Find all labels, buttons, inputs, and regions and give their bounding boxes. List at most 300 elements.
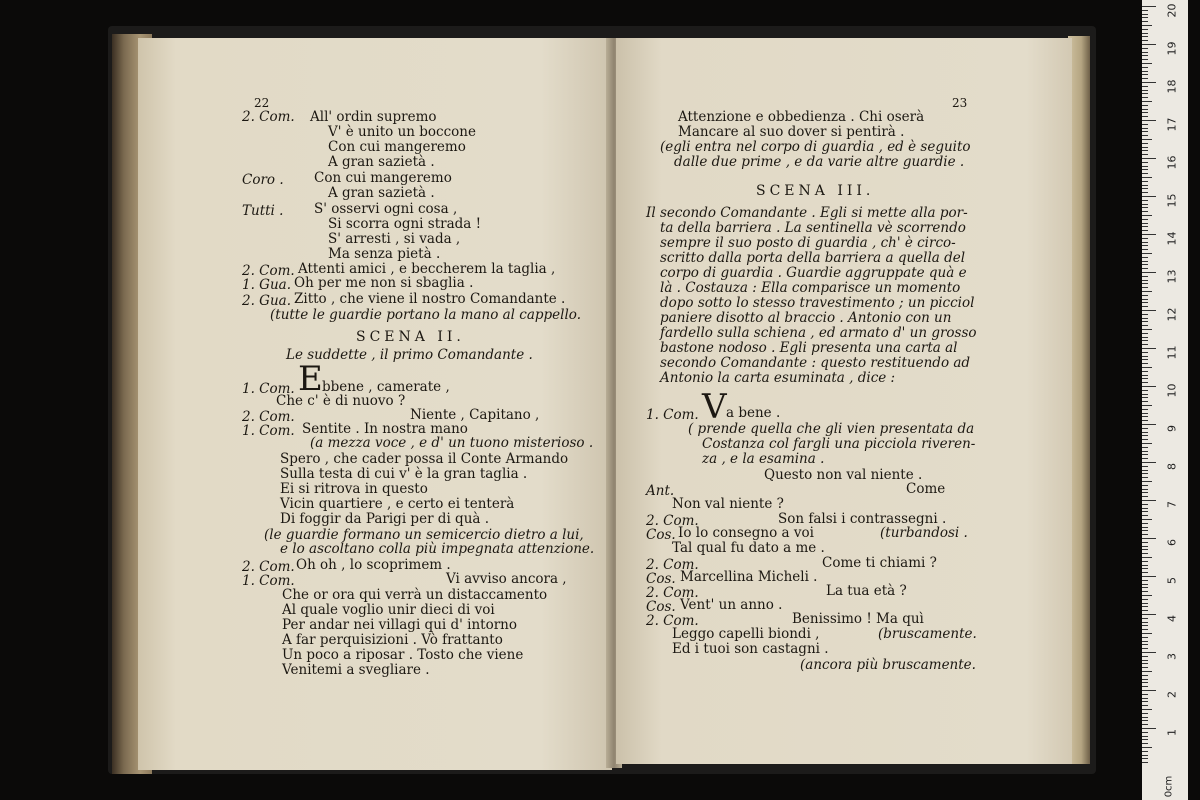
ruler-tick bbox=[1142, 538, 1156, 539]
ruler-tick bbox=[1142, 371, 1148, 372]
verse-line: Si scorra ogni strada ! bbox=[328, 216, 482, 232]
ruler-tick bbox=[1142, 124, 1148, 125]
scene-description-line: sempre il suo posto di guardia , ch' è circo- bbox=[660, 235, 956, 251]
ruler-tick bbox=[1142, 375, 1148, 376]
stage-direction: (egli entra nel corpo di guardia , ed è seguito bbox=[660, 139, 971, 155]
speaker: 2. Com. bbox=[242, 109, 295, 125]
ruler-tick bbox=[1142, 234, 1156, 235]
verse-line: Vent' un anno . bbox=[680, 597, 783, 613]
verse-line: Come ti chiami ? bbox=[822, 555, 937, 571]
ruler-tick bbox=[1142, 606, 1148, 607]
verse-line: S' arresti , si vada , bbox=[328, 231, 461, 247]
ruler-tick bbox=[1142, 295, 1148, 296]
ruler-tick bbox=[1142, 139, 1152, 140]
verse-line: Oh oh , lo scoprimem . bbox=[296, 557, 451, 573]
ruler-tick bbox=[1142, 59, 1148, 60]
stage-direction: (tutte le guardie portano la mano al cappello. bbox=[270, 307, 581, 323]
speaker: 1. Com. bbox=[242, 381, 295, 397]
ruler-cm-label: 6 bbox=[1165, 539, 1179, 546]
ruler-tick bbox=[1142, 432, 1148, 433]
speaker: 1. Com. bbox=[242, 573, 295, 589]
verse-line: Al quale voglio unir dieci di voi bbox=[282, 602, 495, 618]
speaker: 1. Com. bbox=[646, 407, 699, 423]
ruler-cm-label: 5 bbox=[1165, 577, 1179, 584]
ruler-tick bbox=[1142, 314, 1148, 315]
ruler-tick bbox=[1142, 762, 1148, 763]
ruler-tick bbox=[1142, 663, 1148, 664]
verse-line: Niente , Capitano , bbox=[410, 407, 540, 423]
ruler-cm-label: 15 bbox=[1165, 193, 1179, 208]
ruler-tick bbox=[1142, 625, 1148, 626]
scene-description-line: Il secondo Comandante . Egli si mette alla por- bbox=[646, 205, 968, 221]
ruler-cm-label: 8 bbox=[1165, 463, 1179, 470]
ruler-tick bbox=[1142, 401, 1148, 402]
scene-description-line: là . Costauza : Ella comparisce un momento bbox=[660, 280, 961, 296]
ruler-tick bbox=[1142, 268, 1148, 269]
speaker: 2. Com. bbox=[242, 559, 295, 575]
verse-line: Oh per me non si sbaglia . bbox=[294, 275, 474, 291]
ruler-cm-label: 1 bbox=[1165, 729, 1179, 736]
ruler-tick bbox=[1142, 310, 1156, 311]
ruler-tick bbox=[1142, 758, 1148, 759]
stage-direction: (le guardie formano un semicercio dietro a lui, bbox=[264, 527, 584, 543]
stage-direction: (turbandosi . bbox=[880, 525, 968, 541]
ruler-tick bbox=[1142, 682, 1148, 683]
ruler-tick bbox=[1142, 242, 1148, 243]
verse-line: Un poco a riposar . Tosto che viene bbox=[282, 647, 524, 663]
ruler-tick bbox=[1142, 14, 1148, 15]
ruler-tick bbox=[1142, 458, 1148, 459]
scene-description-line: ta della barriera . La sentinella vè scorrendo bbox=[660, 220, 966, 236]
ruler-tick bbox=[1142, 90, 1148, 91]
verse-line: Zitto , che viene il nostro Comandante . bbox=[294, 291, 566, 307]
verse-line: Io lo consegno a voi bbox=[678, 525, 814, 541]
speaker: 2. Com. bbox=[646, 585, 699, 601]
ruler-tick bbox=[1142, 154, 1148, 155]
ruler-tick bbox=[1142, 340, 1148, 341]
ruler-tick bbox=[1142, 283, 1148, 284]
drop-cap: V bbox=[702, 387, 727, 427]
ruler-tick bbox=[1142, 150, 1148, 151]
ruler-tick bbox=[1142, 44, 1156, 45]
speaker: 2. Gua. bbox=[242, 293, 291, 309]
verse-line: Di foggir da Parigi per di quà . bbox=[280, 511, 490, 527]
verse-line: A far perquisizioni . Vò frattanto bbox=[282, 632, 503, 648]
ruler-tick bbox=[1142, 10, 1148, 11]
verse-line: Son falsi i contrassegni . bbox=[778, 511, 947, 527]
ruler-cm-label: 11 bbox=[1165, 345, 1179, 360]
scene-heading: SCENA III. bbox=[756, 183, 875, 199]
ruler-tick bbox=[1142, 356, 1148, 357]
speaker: Cos. bbox=[646, 527, 676, 543]
ruler-tick bbox=[1142, 105, 1148, 106]
stage-direction: Costanza col fargli una picciola riveren- bbox=[702, 436, 976, 452]
ruler-tick bbox=[1142, 462, 1156, 463]
ruler-tick bbox=[1142, 572, 1148, 573]
ruler-tick bbox=[1142, 299, 1148, 300]
ruler-tick bbox=[1142, 599, 1148, 600]
ruler-tick bbox=[1142, 291, 1152, 292]
verse-line: A gran sazietà . bbox=[328, 154, 435, 170]
ruler-tick bbox=[1142, 219, 1148, 220]
verse-line: Marcellina Micheli . bbox=[680, 569, 818, 585]
verse-line: Attenti amici , e beccherem la taglia , bbox=[298, 261, 556, 277]
verse-line: Come bbox=[906, 481, 946, 497]
ruler-tick bbox=[1142, 405, 1152, 406]
page-number-left: 22 bbox=[254, 96, 270, 110]
ruler-cm-label: 4 bbox=[1165, 615, 1179, 622]
ruler-tick bbox=[1142, 409, 1148, 410]
verse-line: S' osservi ogni cosa , bbox=[314, 201, 458, 217]
ruler-tick bbox=[1142, 33, 1148, 34]
scene-description-line: bastone nodoso . Egli presenta una carta al bbox=[660, 340, 958, 356]
ruler-tick bbox=[1142, 686, 1148, 687]
speaker: 2. Com. bbox=[646, 557, 699, 573]
ruler-tick bbox=[1142, 614, 1156, 615]
ruler-tick bbox=[1142, 568, 1148, 569]
ruler-tick bbox=[1142, 378, 1148, 379]
ruler-tick bbox=[1142, 565, 1148, 566]
ruler-tick bbox=[1142, 128, 1148, 129]
verse-line: Benissimo ! Ma quì bbox=[792, 611, 924, 627]
ruler-tick bbox=[1142, 511, 1148, 512]
verse-line: V' è unito un boccone bbox=[328, 124, 476, 140]
ruler-tick bbox=[1142, 466, 1148, 467]
stage-direction: za , e la esamina . bbox=[702, 451, 825, 467]
ruler-tick bbox=[1142, 135, 1148, 136]
ruler-tick bbox=[1142, 109, 1148, 110]
ruler-tick bbox=[1142, 302, 1148, 303]
ruler-tick bbox=[1142, 561, 1148, 562]
ruler-tick bbox=[1142, 97, 1148, 98]
ruler-tick bbox=[1142, 515, 1148, 516]
ruler-tick bbox=[1142, 166, 1148, 167]
ruler-tick bbox=[1142, 587, 1148, 588]
ruler-tick bbox=[1142, 473, 1148, 474]
speaker: 1. Com. bbox=[242, 423, 295, 439]
ruler-tick bbox=[1142, 181, 1148, 182]
speaker: 2. Com. bbox=[242, 263, 295, 279]
ruler-tick bbox=[1142, 416, 1148, 417]
ruler-tick bbox=[1142, 86, 1148, 87]
ruler-tick bbox=[1142, 280, 1148, 281]
scene-description-line: fardello sulla schiena , ed armato d' un grosso bbox=[660, 325, 977, 341]
ruler-tick bbox=[1142, 390, 1148, 391]
verse-line: Spero , che cader possa il Conte Armando bbox=[280, 451, 569, 467]
ruler-tick bbox=[1142, 6, 1156, 7]
stage-direction: (ancora più bruscamente. bbox=[800, 657, 976, 673]
stage-direction: ( prende quella che gli vien presentata da bbox=[688, 421, 975, 437]
ruler-tick bbox=[1142, 188, 1148, 189]
verse-line: Venitemi a svegliare . bbox=[282, 662, 430, 678]
ruler-tick bbox=[1142, 629, 1148, 630]
ruler-tick bbox=[1142, 40, 1148, 41]
ruler-tick bbox=[1142, 344, 1148, 345]
ruler-tick bbox=[1142, 527, 1148, 528]
ruler-tick bbox=[1142, 55, 1148, 56]
ruler-tick bbox=[1142, 584, 1148, 585]
verse-line: Non val niente ? bbox=[672, 496, 784, 512]
ruler-tick bbox=[1142, 238, 1148, 239]
ruler-tick bbox=[1142, 705, 1148, 706]
scene-description-line: scritto dalla porta della barriera a quella del bbox=[660, 250, 966, 266]
ruler-cm-label: 2 bbox=[1165, 691, 1179, 698]
ruler-tick bbox=[1142, 420, 1148, 421]
ruler-tick bbox=[1142, 230, 1148, 231]
ruler-tick bbox=[1142, 382, 1148, 383]
ruler-tick bbox=[1142, 530, 1148, 531]
ruler-tick bbox=[1142, 690, 1156, 691]
ruler-tick bbox=[1142, 451, 1148, 452]
ruler-tick bbox=[1142, 534, 1148, 535]
stage-direction: dalle due prime , e da varie altre guardie . bbox=[674, 154, 965, 170]
speaker: Ant. bbox=[646, 483, 675, 499]
ruler-tick bbox=[1142, 71, 1148, 72]
ruler-tick bbox=[1142, 120, 1156, 121]
ruler-tick bbox=[1142, 74, 1148, 75]
ruler-tick bbox=[1142, 553, 1148, 554]
ruler-tick bbox=[1142, 610, 1148, 611]
ruler-tick bbox=[1142, 257, 1148, 258]
ruler-cm-label: 14 bbox=[1165, 231, 1179, 246]
drop-cap: E bbox=[298, 359, 323, 399]
ruler-tick bbox=[1142, 287, 1148, 288]
verse-line: A gran sazietà . bbox=[328, 185, 435, 201]
ruler-tick bbox=[1142, 622, 1148, 623]
ruler-cm-label: 16 bbox=[1165, 155, 1179, 170]
ruler-tick bbox=[1142, 576, 1156, 577]
ruler-tick bbox=[1142, 739, 1148, 740]
ruler-unit-label: 0cm bbox=[1163, 775, 1175, 798]
ruler-tick bbox=[1142, 223, 1148, 224]
scene-description-line: Antonio la carta esuminata , dice : bbox=[660, 370, 896, 386]
ruler-tick bbox=[1142, 732, 1148, 733]
verse-line: Vicin quartiere , e certo ei tenterà bbox=[280, 496, 515, 512]
verse-line: Sentite . In nostra mano bbox=[302, 421, 468, 437]
ruler-tick bbox=[1142, 352, 1148, 353]
ruler-tick bbox=[1142, 348, 1156, 349]
verse-line: Che or ora qui verrà un distaccamento bbox=[282, 587, 548, 603]
ruler-tick bbox=[1142, 644, 1148, 645]
ruler-tick bbox=[1142, 652, 1156, 653]
ruler-tick bbox=[1142, 82, 1156, 83]
ruler-tick bbox=[1142, 249, 1148, 250]
verse-line: Ed i tuoi son castagni . bbox=[672, 641, 829, 657]
verse-line: Con cui mangeremo bbox=[328, 139, 466, 155]
verse-line: Questo non val niente . bbox=[764, 467, 923, 483]
verse-line: Mancare al suo dover si pentirà . bbox=[678, 124, 905, 140]
ruler-tick bbox=[1142, 306, 1148, 307]
ruler-tick bbox=[1142, 481, 1152, 482]
ruler-tick bbox=[1142, 101, 1152, 102]
ruler-tick bbox=[1142, 394, 1148, 395]
right-page bbox=[616, 38, 1072, 764]
ruler-tick bbox=[1142, 504, 1148, 505]
ruler-tick bbox=[1142, 359, 1148, 360]
verse-line: bbene , camerate , bbox=[322, 379, 450, 395]
ruler-tick bbox=[1142, 177, 1152, 178]
ruler-tick bbox=[1142, 549, 1148, 550]
speaker: 2. Com. bbox=[646, 613, 699, 629]
ruler-tick bbox=[1142, 264, 1148, 265]
ruler-cm-label: 3 bbox=[1165, 653, 1179, 660]
verse-line: Ma senza pietà . bbox=[328, 246, 441, 262]
verse-line: Ei si ritrova in questo bbox=[280, 481, 428, 497]
ruler-tick bbox=[1142, 48, 1148, 49]
ruler-tick bbox=[1142, 591, 1148, 592]
ruler-tick bbox=[1142, 675, 1148, 676]
ruler-tick bbox=[1142, 496, 1148, 497]
ruler-tick bbox=[1142, 523, 1148, 524]
ruler-tick bbox=[1142, 439, 1148, 440]
ruler-tick bbox=[1142, 660, 1148, 661]
ruler-tick bbox=[1142, 276, 1148, 277]
ruler-tick bbox=[1142, 633, 1152, 634]
page-number-right: 23 bbox=[952, 96, 968, 110]
speaker: Cos. bbox=[646, 571, 676, 587]
ruler-tick bbox=[1142, 701, 1148, 702]
ruler-tick bbox=[1142, 747, 1152, 748]
ruler-tick bbox=[1142, 185, 1148, 186]
ruler-tick bbox=[1142, 500, 1156, 501]
verse-line: Tal qual fu dato a me . bbox=[672, 540, 825, 556]
ruler-tick bbox=[1142, 63, 1152, 64]
stage-direction: e lo ascoltano colla più impegnata attenzione. bbox=[280, 541, 595, 557]
ruler-tick bbox=[1142, 162, 1148, 163]
ruler-tick bbox=[1142, 36, 1148, 37]
speaker: Cos. bbox=[646, 599, 676, 615]
scene-description-line: dopo sotto lo stesso travestimento ; un picciol bbox=[660, 295, 975, 311]
ruler-tick bbox=[1142, 207, 1148, 208]
ruler-tick bbox=[1142, 728, 1156, 729]
ruler-tick bbox=[1142, 713, 1148, 714]
ruler-tick bbox=[1142, 477, 1148, 478]
ruler-tick bbox=[1142, 751, 1148, 752]
ruler-tick bbox=[1142, 333, 1148, 334]
ruler-tick bbox=[1142, 637, 1148, 638]
ruler-tick bbox=[1142, 386, 1156, 387]
ruler-tick bbox=[1142, 435, 1148, 436]
ruler-cm-label: 7 bbox=[1165, 501, 1179, 508]
ruler-tick bbox=[1142, 724, 1148, 725]
ruler-tick bbox=[1142, 169, 1148, 170]
ruler-tick bbox=[1142, 698, 1148, 699]
speaker: Coro . bbox=[242, 172, 284, 188]
ruler-tick bbox=[1142, 143, 1148, 144]
ruler-tick bbox=[1142, 720, 1148, 721]
ruler-tick bbox=[1142, 147, 1148, 148]
ruler-tick bbox=[1142, 173, 1148, 174]
ruler-tick bbox=[1142, 116, 1148, 117]
ruler-tick bbox=[1142, 204, 1148, 205]
verse-line: La tua età ? bbox=[826, 583, 907, 599]
ruler-tick bbox=[1142, 447, 1148, 448]
verse-line: Che c' è di nuovo ? bbox=[276, 393, 406, 409]
ruler-tick bbox=[1142, 485, 1148, 486]
ruler-tick bbox=[1142, 226, 1148, 227]
ruler-tick bbox=[1142, 112, 1148, 113]
ruler-tick bbox=[1142, 325, 1148, 326]
ruler-tick bbox=[1142, 93, 1148, 94]
ruler-tick bbox=[1142, 261, 1148, 262]
ruler-cm-label: 19 bbox=[1165, 41, 1179, 56]
ruler-tick bbox=[1142, 52, 1148, 53]
ruler-tick bbox=[1142, 717, 1148, 718]
ruler-tick bbox=[1142, 648, 1148, 649]
ruler-cm-label: 9 bbox=[1165, 425, 1179, 432]
ruler-tick bbox=[1142, 337, 1148, 338]
ruler-tick bbox=[1142, 318, 1148, 319]
speaker: 2. Com. bbox=[242, 409, 295, 425]
ruler-tick bbox=[1142, 272, 1156, 273]
speaker: 1. Gua. bbox=[242, 277, 291, 293]
scene-heading: SCENA II. bbox=[356, 329, 465, 345]
ruler-tick bbox=[1142, 508, 1148, 509]
ruler-cm-label: 17 bbox=[1165, 117, 1179, 132]
ruler-tick bbox=[1142, 413, 1148, 414]
ruler-tick bbox=[1142, 29, 1148, 30]
ruler-tick bbox=[1142, 196, 1156, 197]
scene-description-line: secondo Comandante : questo restituendo ad bbox=[660, 355, 971, 371]
ruler-tick bbox=[1142, 736, 1148, 737]
ruler-tick bbox=[1142, 618, 1148, 619]
ruler-cm-label: 18 bbox=[1165, 79, 1179, 94]
verse-line: Vi avviso ancora , bbox=[446, 571, 567, 587]
speaker: 2. Com. bbox=[646, 513, 699, 529]
ruler-tick bbox=[1142, 454, 1148, 455]
verse-line: Leggo capelli biondi , bbox=[672, 626, 820, 642]
speaker: Tutti . bbox=[242, 203, 284, 219]
ruler-cm-label: 12 bbox=[1165, 307, 1179, 322]
ruler-tick bbox=[1142, 78, 1148, 79]
ruler-tick bbox=[1142, 428, 1148, 429]
ruler-tick bbox=[1142, 709, 1152, 710]
ruler-tick bbox=[1142, 519, 1152, 520]
ruler-tick bbox=[1142, 215, 1152, 216]
ruler-tick bbox=[1142, 603, 1148, 604]
ruler-tick bbox=[1142, 557, 1152, 558]
ruler-tick bbox=[1142, 158, 1156, 159]
ruler-tick bbox=[1142, 397, 1148, 398]
verse-line: Per andar nei villagi qui d' intorno bbox=[282, 617, 517, 633]
measurement-ruler bbox=[1142, 0, 1188, 800]
ruler-tick bbox=[1142, 424, 1156, 425]
ruler-tick bbox=[1142, 546, 1148, 547]
ruler-cm-label: 13 bbox=[1165, 269, 1179, 284]
verse-line: Con cui mangeremo bbox=[314, 170, 452, 186]
verse-line: Sulla testa di cui v' è la gran taglia . bbox=[280, 466, 528, 482]
ruler-tick bbox=[1142, 667, 1148, 668]
ruler-cm-label: 10 bbox=[1165, 383, 1179, 398]
ruler-tick bbox=[1142, 131, 1148, 132]
scene-description-line: corpo di guardia . Guardie aggruppate quà e bbox=[660, 265, 967, 281]
ruler-tick bbox=[1142, 253, 1152, 254]
ruler-tick bbox=[1142, 200, 1148, 201]
scene-description-line: paniere disotto al braccio . Antonio con un bbox=[660, 310, 952, 326]
ruler-tick bbox=[1142, 755, 1148, 756]
ruler-tick bbox=[1142, 192, 1148, 193]
ruler-tick bbox=[1142, 492, 1148, 493]
stage-direction: (bruscamente. bbox=[878, 626, 977, 642]
ruler-tick bbox=[1142, 21, 1148, 22]
verse-line: All' ordin supremo bbox=[310, 109, 437, 125]
ruler-tick bbox=[1142, 17, 1148, 18]
ruler-tick bbox=[1142, 656, 1148, 657]
ruler-tick bbox=[1142, 363, 1148, 364]
ruler-tick bbox=[1142, 329, 1152, 330]
ruler-tick bbox=[1142, 679, 1148, 680]
scene-description: Le suddette , il primo Comandante . bbox=[286, 347, 533, 363]
